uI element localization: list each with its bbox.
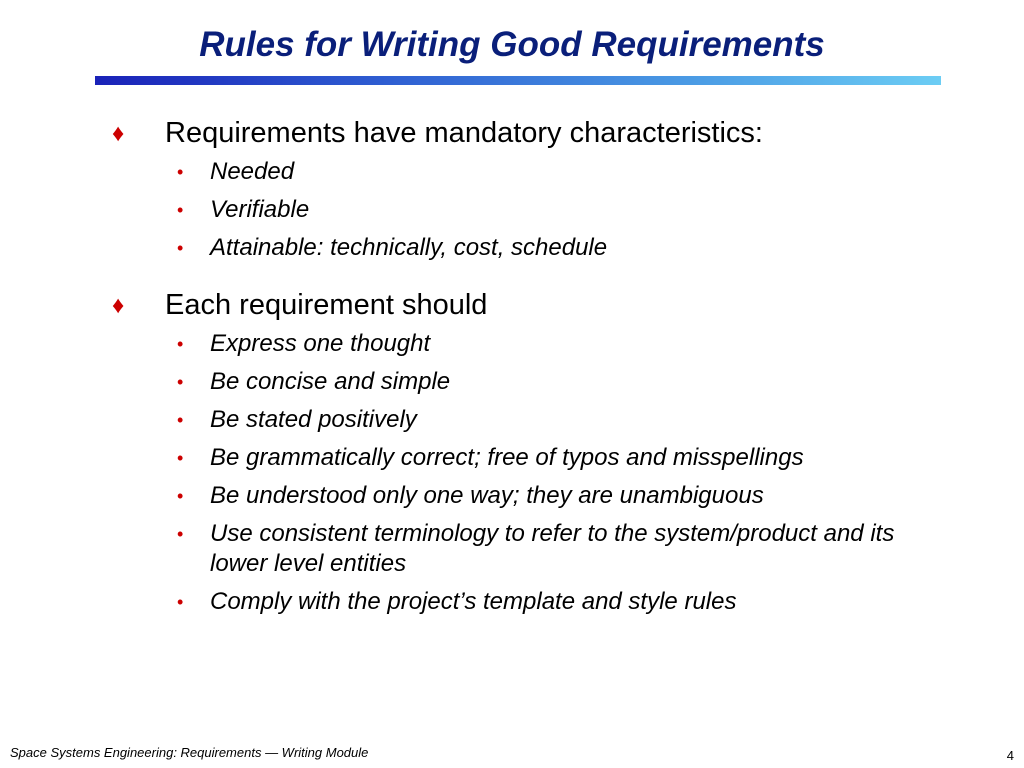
footer-caption: Space Systems Engineering: Requirements — Writing Module [10, 745, 369, 760]
dot-bullet-icon: • [177, 592, 184, 612]
dot-bullet-icon: • [177, 372, 184, 392]
dot-bullet-icon: • [177, 486, 184, 506]
sub-bullet-item [0, 405, 1024, 435]
sub-bullet-text: Be concise and simple [210, 368, 451, 395]
sub-bullet-text: Needed [210, 158, 295, 185]
main-bullet [0, 285, 1024, 329]
main-bullet-text: Each requirement should [165, 289, 488, 321]
main-bullet [0, 113, 1024, 157]
diamond-bullet-icon: ♦ [112, 120, 125, 147]
page-number: 4 [1006, 748, 1014, 763]
diamond-bullet-icon: ♦ [112, 292, 125, 319]
section-each-requirement-should [0, 285, 1024, 625]
sub-bullet-text: Be grammatically correct; free of typos and misspellings [210, 444, 804, 471]
dot-bullet-icon: • [177, 238, 184, 258]
dot-bullet-icon: • [177, 448, 184, 468]
main-bullet-text: Requirements have mandatory characteristics: [165, 117, 763, 149]
sub-bullet-text: Verifiable [210, 196, 310, 223]
dot-bullet-icon: • [177, 524, 184, 544]
dot-bullet-icon: • [177, 410, 184, 430]
sub-bullet-item [0, 329, 1024, 359]
sub-bullet-text: Be stated positively [210, 406, 417, 433]
sub-bullet-text: Be understood only one way; they are unambiguous [210, 482, 764, 509]
sub-bullet-item [0, 367, 1024, 397]
sub-bullet-item [0, 195, 1024, 225]
sub-bullet-item [0, 519, 1024, 579]
sub-bullet-list [0, 157, 1024, 263]
dot-bullet-icon: • [177, 334, 184, 354]
title-underline-bar [95, 76, 941, 85]
sub-bullet-text: Express one thought [210, 330, 431, 357]
sub-bullet-list [0, 329, 1024, 617]
sub-bullet-item [0, 481, 1024, 511]
section-mandatory-characteristics [0, 113, 1024, 271]
sub-bullet-text: Comply with the project’s template and style rules [210, 588, 737, 615]
slide-title: Rules for Writing Good Requirements [199, 25, 825, 64]
sub-bullet-item [0, 587, 1024, 617]
sub-bullet-item [0, 157, 1024, 187]
dot-bullet-icon: • [177, 200, 184, 220]
sub-bullet-text: Use consistent terminology to refer to the system/product and its lower level entities [210, 520, 895, 577]
sub-bullet-item [0, 233, 1024, 263]
sub-bullet-item [0, 443, 1024, 473]
dot-bullet-icon: • [177, 162, 184, 182]
sub-bullet-text: Attainable: technically, cost, schedule [210, 234, 608, 261]
